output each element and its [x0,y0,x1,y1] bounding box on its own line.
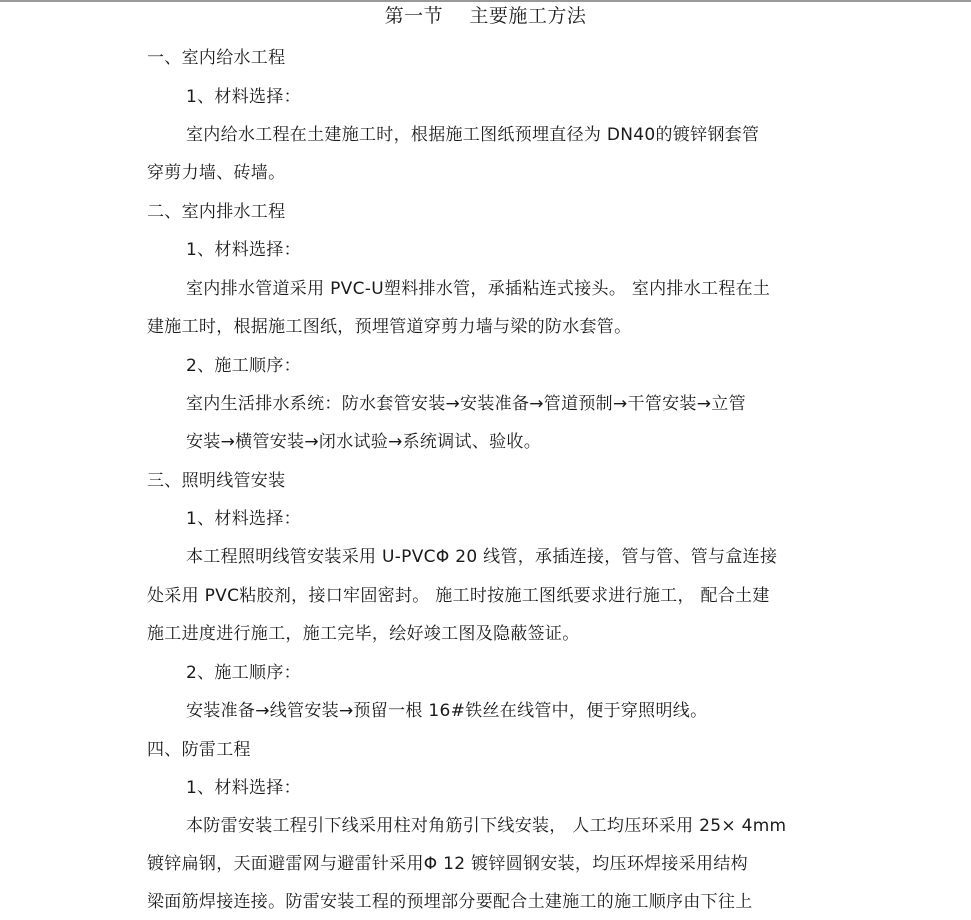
paragraph-line: 穿剪力墙、砖墙。 [147,163,286,183]
paragraph-line: 施工进度进行施工，施工完毕，绘好竣工图及隐蔽签证。 [147,624,580,644]
paragraph-line: 处采用 PVC粘胶剂，接口牢固密封。 施工时按施工图纸要求进行施工， 配合土建 [147,586,770,606]
paragraph-line: 室内排水管道采用 PVC-U塑料排水管，承插粘连式接头。 室内排水工程在土 [186,279,771,299]
heading-drainage: 二、室内排水工程 [147,202,286,222]
section-title: 第一节 主要施工方法 [384,5,587,27]
paragraph-line: 安装准备→线管安装→预留一根 16#铁丝在线管中，便于穿照明线。 [186,701,708,721]
paragraph-line: 镀锌扁钢，天面避雷网与避雷针采用Φ 12 镀锌圆钢安装，均压环焊接采用结构 [147,854,748,874]
heading-lighting-conduit: 三、照明线管安装 [147,471,286,491]
paragraph-line: 梁面筋焊接连接。防雷安装工程的预埋部分要配合土建施工的施工顺序由下往上 [147,892,753,912]
subheading-materials: 1、材料选择： [186,240,301,260]
subheading-materials: 1、材料选择： [186,87,301,107]
paragraph-line: 建施工时，根据施工图纸，预埋管道穿剪力墙与梁的防水套管。 [147,317,632,337]
paragraph-line: 本工程照明线管安装采用 U-PVCΦ 20 线管，承插连接，管与管、管与盒连接 [186,547,778,567]
subheading-materials: 1、材料选择： [186,509,301,529]
paragraph-line: 本防雷安装工程引下线采用柱对角筋引下线安装， 人工均压环采用 25× 4mm [186,816,787,836]
paragraph-line: 安装→横管安装→闭水试验→系统调试、验收。 [186,432,542,452]
heading-water-supply: 一、室内给水工程 [147,48,286,68]
subheading-sequence: 2、施工顺序： [186,663,301,683]
subheading-materials: 1、材料选择： [186,778,301,798]
top-divider [0,0,971,2]
subheading-sequence: 2、施工顺序： [186,356,301,376]
paragraph-line: 室内给水工程在土建施工时，根据施工图纸预埋直径为 DN40的镀锌钢套管 [186,125,760,145]
heading-lightning-protection: 四、防雷工程 [147,740,251,760]
paragraph-line: 室内生活排水系统：防水套管安装→安装准备→管道预制→干管安装→立管 [186,394,746,414]
